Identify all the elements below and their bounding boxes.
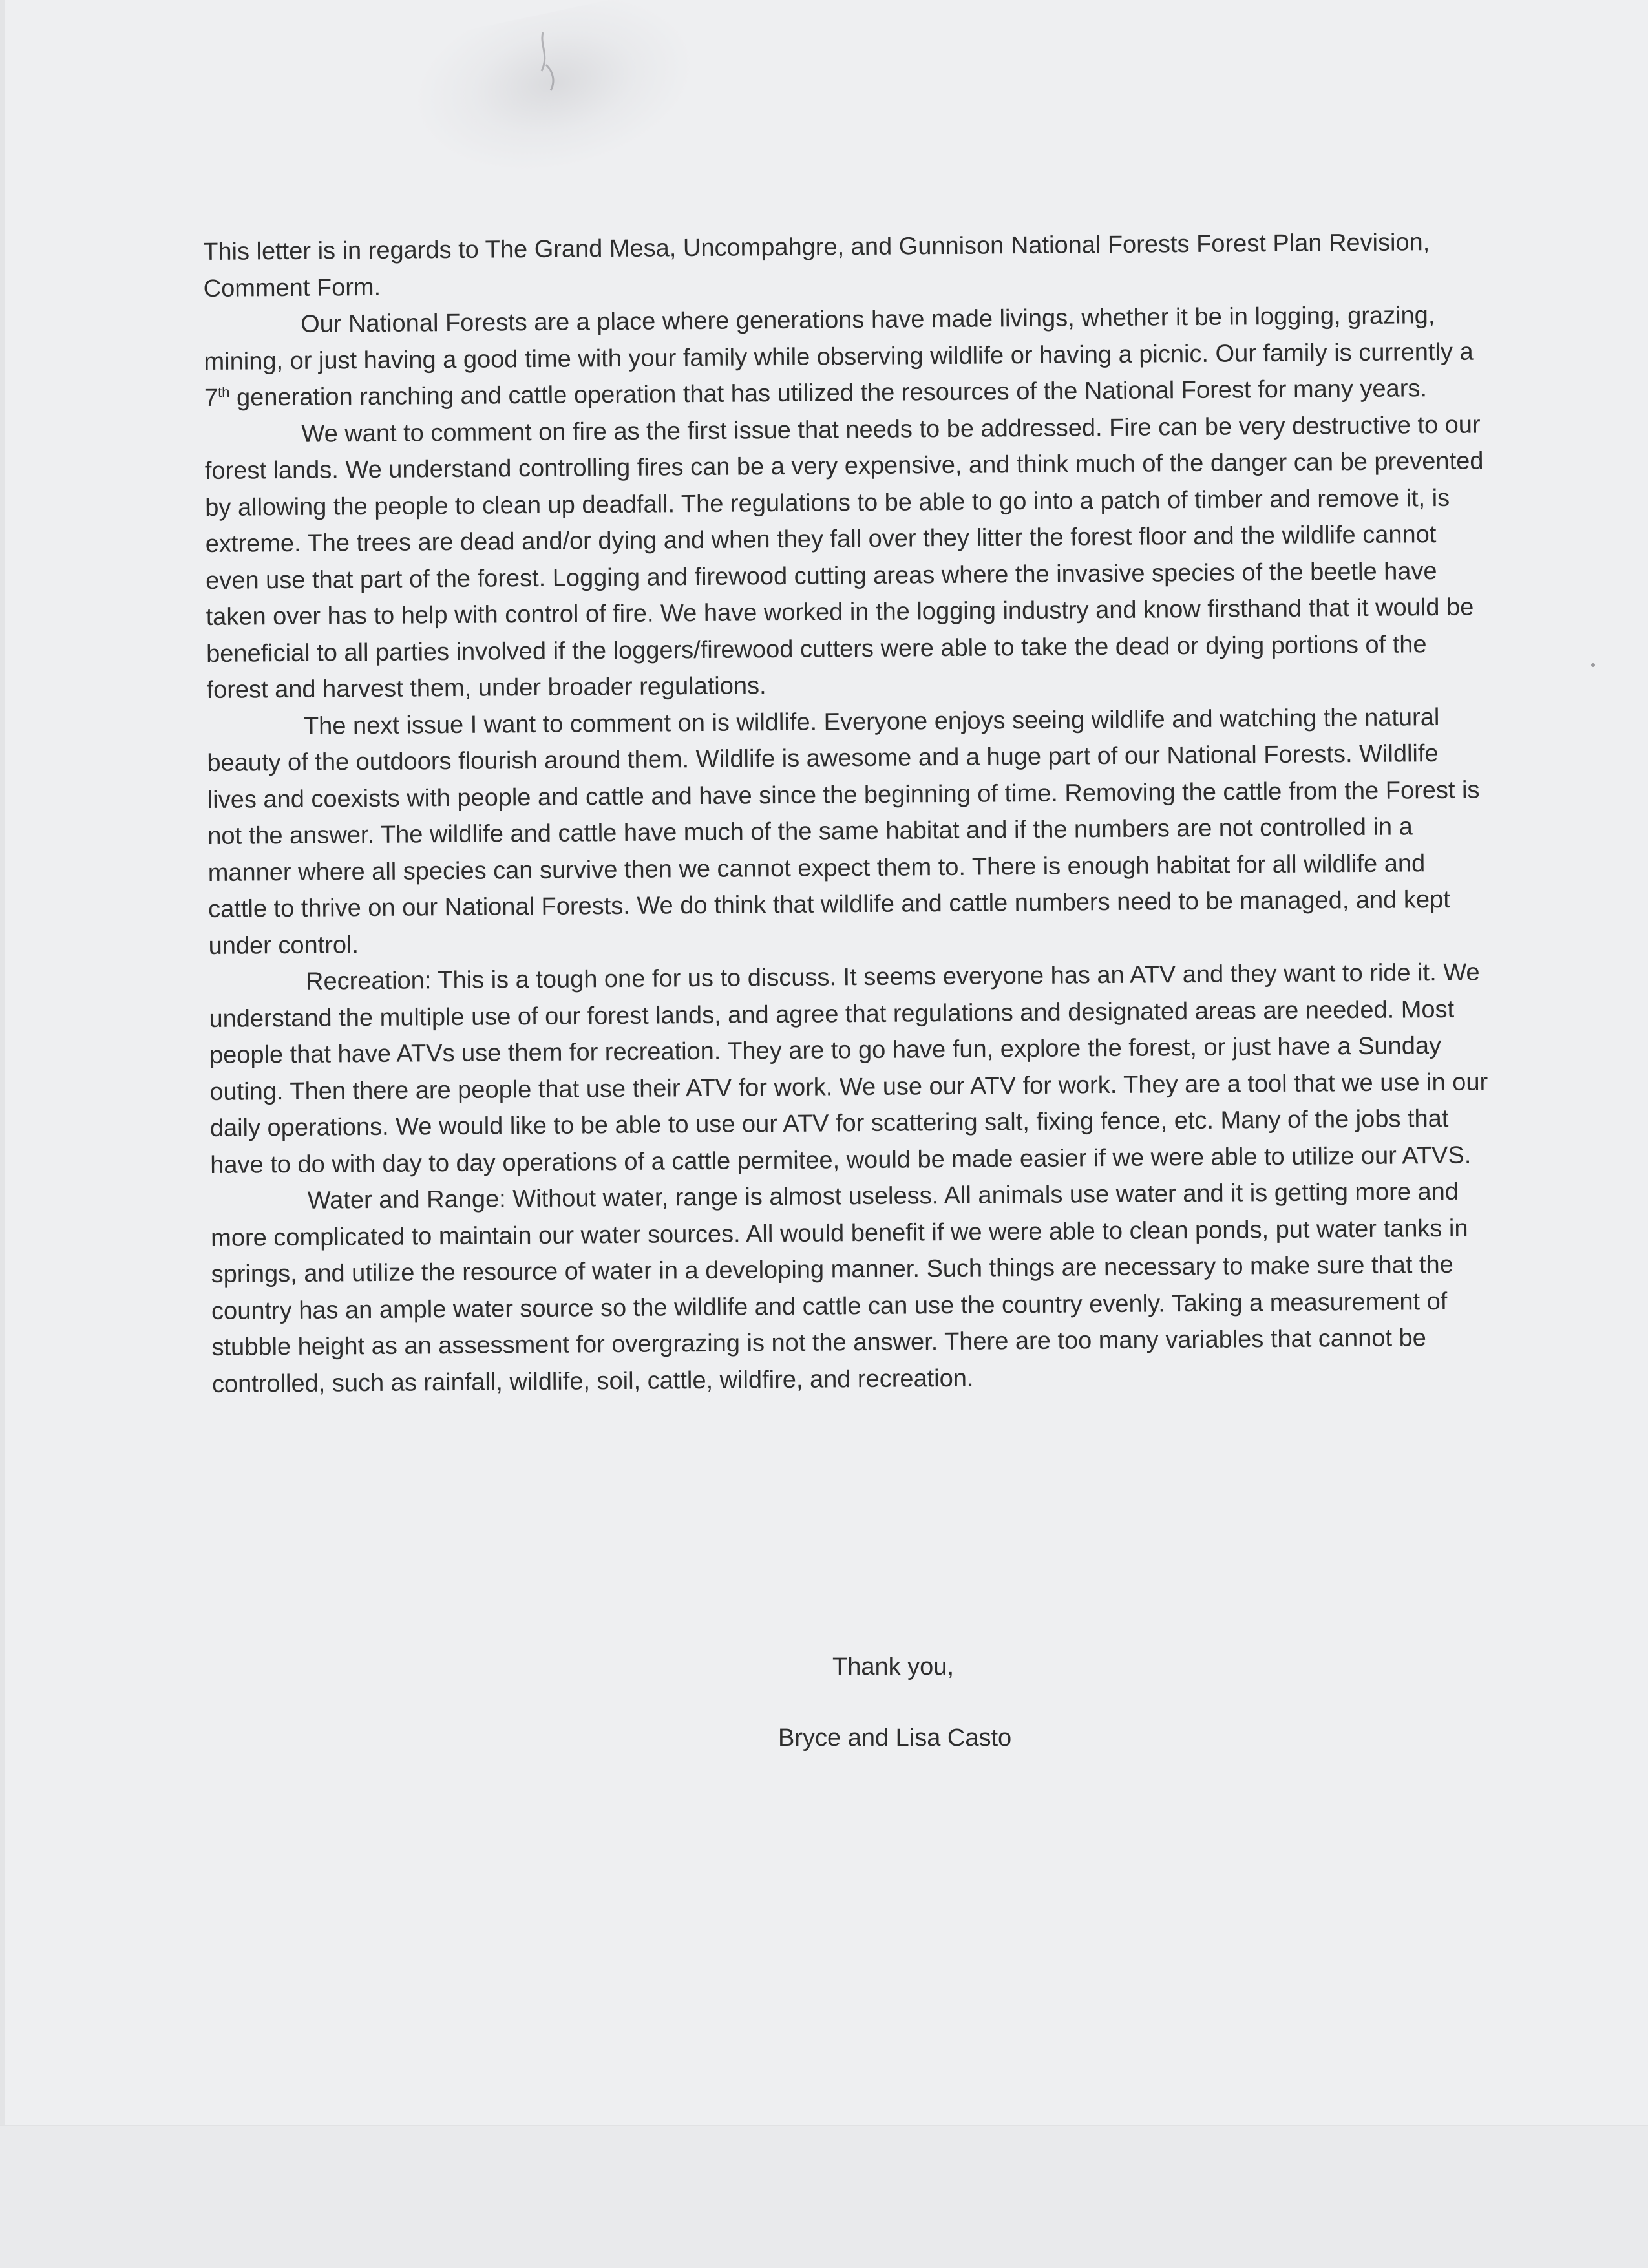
paragraph-forests-text-end: generation ranching and cattle operation that has utilized the resources of the National Forest for many years.: [229, 375, 1428, 412]
letter-paragraph-recreation: Recreation: This is a tough one for us to discuss. It seems everyone has an ATV and they want to ride it. We understand the multiple use of our forest lands, and agree that regulations and designated areas are needed. Most people that have ATVs use them for recreation. They are to go have fun, explore the forest, or just have a Sunday outing. Then there are people that use their ATV for work. We use our ATV for work. They are a tool that we use in our daily operations. We would like to be able to use our ATV for scattering salt, fixing fence, etc. Many of the jobs that have to do with day to day operations of a cattle permitee, would be made easier if we were able to utilize our ATVS.: [209, 959, 1488, 1179]
letter-paragraph-wildlife: The next issue I want to comment on is wildlife. Everyone enjoys seeing wildlife and watching the natural beauty of the outdoors flourish around them. Wildlife is awesome and a huge part of our National Forests. Wildlife lives and coexists with people and cattle and have since the beginning of time. Removing the cattle from the Forest is not the answer. The wildlife and cattle have much of the same habitat and if the numbers are not controlled in a manner where all species can survive then we cannot expect them to. There is enough habitat for all wildlife and cattle to thrive on our National Forests. We do think that wildlife and cattle numbers need to be managed, and kept under control.: [207, 703, 1480, 960]
signature-names: Bryce and Lisa Casto: [778, 1724, 1012, 1752]
closing-thanks: Thank you,: [832, 1653, 954, 1680]
scan-bottom-band: [0, 2125, 1648, 2268]
paragraph-forests-text-start: Our National Forests are a place where generations have made livings, whether it be in logging, grazing, mining, or just having a good time with your family while observing wildlife or having a picnic. Our family is currently a 7: [204, 302, 1474, 412]
letter-paragraph-forests: [204, 297, 1484, 416]
letter-paragraph-fire: We want to comment on fire as the first issue that needs to be addressed. Fire can be very destructive to our forest lands. We understand controlling fires can be a very expensive, and think much of the danger can be prevented by allowing the people to clean up deadfall. The regulations to be able to go into a patch of timber and remove it, is extreme. The trees are dead and/or dying and when they fall over they litter the forest floor and the wildlife cannot even use that part of the forest. Logging and firewood cutting areas where the invasive species of the beetle have taken over has to help with control of fire. We have worked in the logging industry and know firsthand that it would be beneficial to all parties involved if the loggers/firewood cutters were able to take the dead or dying portions of the forest and harvest them, under broader regulations.: [204, 410, 1484, 704]
letter-body: [203, 224, 1492, 1402]
dust-speck: [1591, 663, 1595, 667]
letter-paragraph-water-range: Water and Range: Without water, range is almost useless. All animals use water and it is getting more and more complicated to maintain our water sources. All would benefit if we were able to clean ponds, put water tanks in springs, and utilize the resource of water in a developing manner. Such things are necessary to make sure that the country has an ample water source so the wildlife and cattle can use the country evenly. Taking a measurement of stubble height as an assessment for overgrazing is not the answer. There are too many variables that cannot be controlled, such as rainfall, wildlife, soil, cattle, wildfire, and recreation.: [211, 1178, 1468, 1398]
ordinal-superscript: th: [217, 384, 230, 401]
smudge-scribble: [517, 26, 575, 97]
letter-intro: This letter is in regards to The Grand Mesa, Uncompahgre, and Gunnison National Forests Forest Plan Revision, Comment Form.: [203, 229, 1430, 302]
scan-edge: [0, 0, 5, 2267]
